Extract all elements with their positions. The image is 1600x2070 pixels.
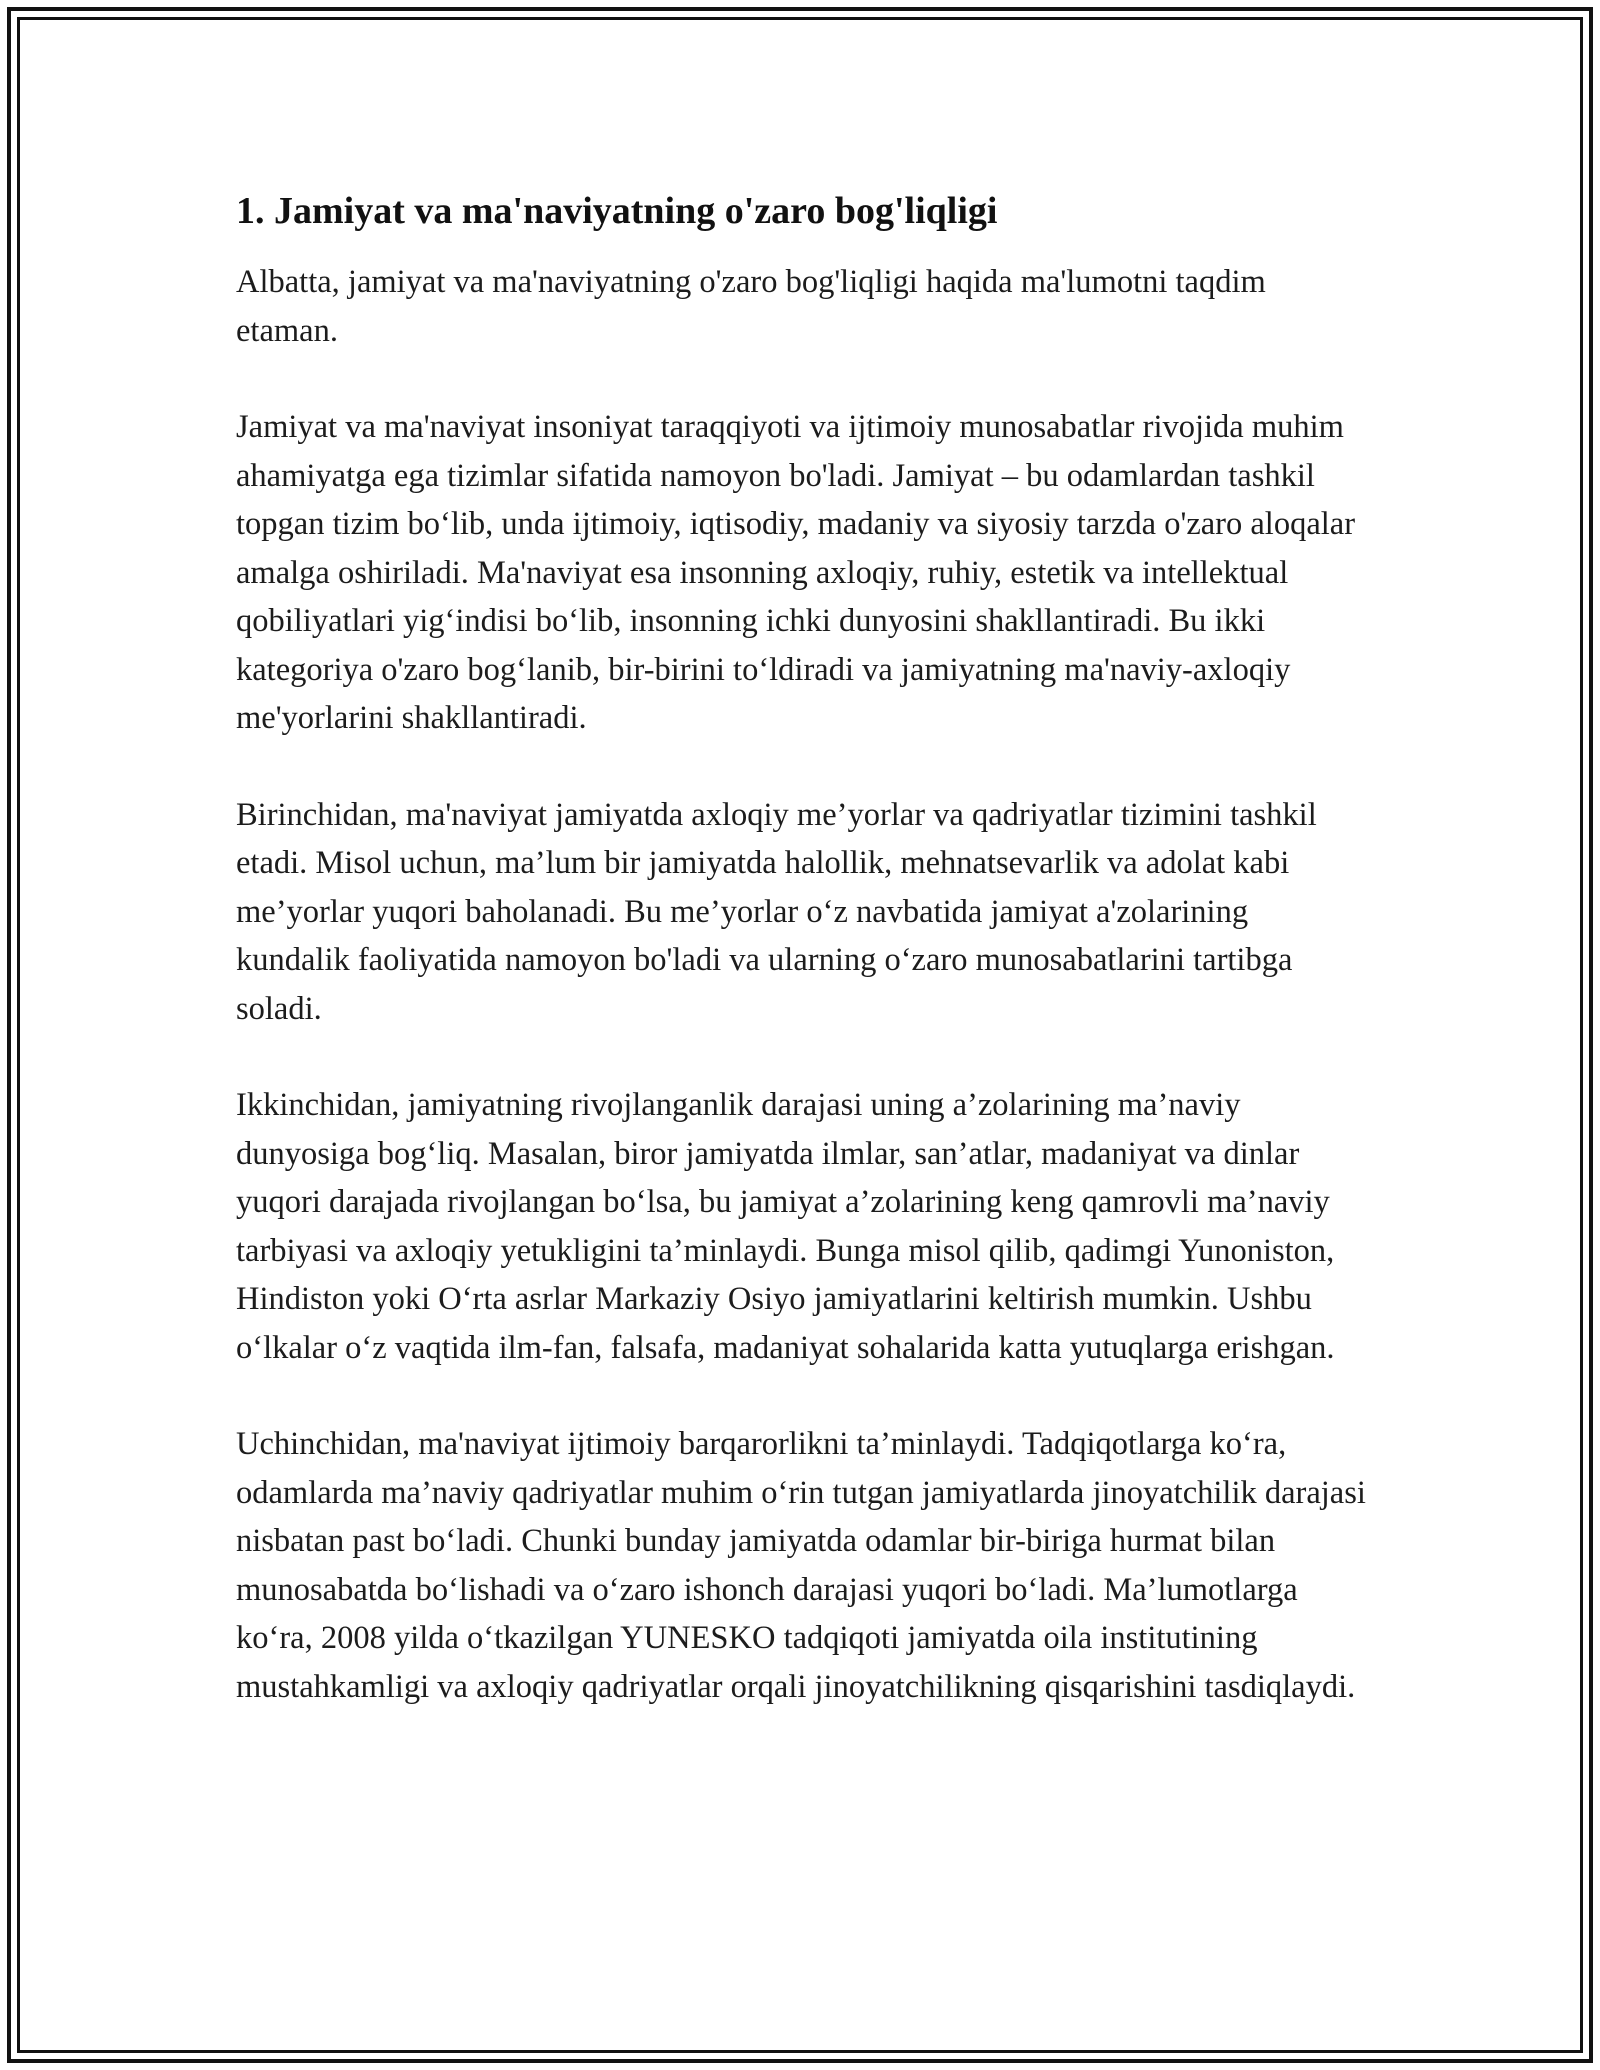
section-heading: 1. Jamiyat va ma'naviyatning o'zaro bog'liqligi: [236, 190, 998, 232]
paragraph-first-point: Birinchidan, ma'naviyat jamiyatda axloqiy me’yorlar va qadriyatlar tizimini tashkil etadi. Misol uchun, ma’lum bir jamiyatda halollik, mehnatsevarlik va adolat kabi me’yorlar yuqori baholanadi. Bu me’yorlar o‘z navbatida jamiyat a'zolarining kundalik faoliyatida namoyon bo'ladi va ularning o‘zaro munosabatlarini tartibga soladi.: [236, 796, 1317, 1027]
paragraph-definition: Jamiyat va ma'naviyat insoniyat taraqqiyoti va ijtimoiy munosabatlar rivojida muhim ahamiyatga ega tizimlar sifatida namoyon bo'ladi. Jamiyat – bu odamlardan tashkil topgan tizim bo‘lib, unda ijtimoiy, iqtisodiy, madaniy va siyosiy tarzda o'zaro aloqalar amalga oshiriladi. Ma'naviyat esa insonning axloqiy, ruhiy, estetik va intellektual qobiliyatlari yig‘indisi bo‘lib, insonning ichki dunyosini shakllantiradi. Bu ikki kategoriya o'zaro bog‘lanib, bir-birini to‘ldiradi va jamiyatning ma'naviy-axloqiy me'yorlarini shakllantiradi.: [236, 409, 1356, 736]
document-body: [236, 186, 1366, 1759]
paragraph-intro: Albatta, jamiyat va ma'naviyatning o'zaro bog'liqligi haqida ma'lumotni taqdim etaman.: [236, 264, 1266, 349]
paragraph-third-point: Uchinchidan, ma'naviyat ijtimoiy barqarorlikni ta’minlaydi. Tadqiqotlarga ko‘ra, odamlarda ma’naviy qadriyatlar muhim o‘rin tutgan jamiyatlarda jinoyatchilik darajasi nisbatan past bo‘ladi. Chunki bunday jamiyatda odamlar bir-biriga hurmat bilan munosabatda bo‘lishadi va o‘zaro ishonch darajasi yuqori bo‘ladi. Ma’lumotlarga ko‘ra, 2008 yilda o‘tkazilgan YUNESKO tadqiqoti jamiyatda oila institutining mustahkamligi va axloqiy qadriyatlar orqali jinoyatchilikning qisqarishini tasdiqlaydi.: [236, 1426, 1366, 1705]
paragraph-second-point: Ikkinchidan, jamiyatning rivojlanganlik darajasi uning a’zolarining ma’naviy dunyosiga bog‘liq. Masalan, biror jamiyatda ilmlar, san’atlar, madaniyat va dinlar yuqori darajada rivojlangan bo‘lsa, bu jamiyat a’zolarining keng qamrovli ma’naviy tarbiyasi va axloqiy yetukligini ta’minlaydi. Bunga misol qilib, qadimgi Yunoniston, Hindiston yoki O‘rta asrlar Markaziy Osiyo jamiyatlarini keltirish mumkin. Ushbu o‘lkalar o‘z vaqtida ilm-fan, falsafa, madaniyat sohalarida katta yutuqlarga erishgan.: [236, 1087, 1335, 1366]
